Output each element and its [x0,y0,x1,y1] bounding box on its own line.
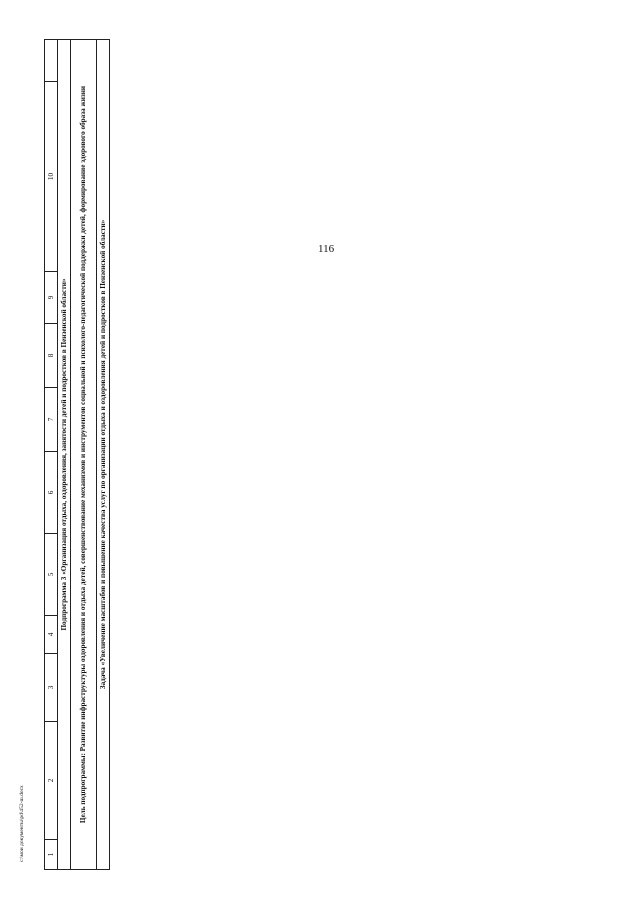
column-number-cell: 10 [45,82,58,272]
column-number-cell: 9 [45,272,58,324]
footer-file-path [19,785,29,872]
column-number-cell: 7 [45,388,58,452]
column-number-cell: 3 [45,654,58,722]
page-number: 116 [318,243,335,255]
column-number-cell [45,40,58,82]
column-number-cell: 1 [45,840,58,870]
task-title: Задача «Увеличение масштабов и повышение качества услуг по организации отдыха и оздоровления детей и подростков в Пензенской области» [97,40,110,870]
subprogram-title-row [58,40,71,870]
subprogram-goal-row [71,40,97,870]
column-numbers-row [45,40,58,870]
activities-table [44,39,110,870]
task-title-row [97,40,110,870]
column-number-cell: 4 [45,616,58,654]
activities-table-rotated [44,40,609,870]
column-number-cell: 6 [45,452,58,534]
subprogram-goal: Цель подпрограммы: Развитие инфраструктуры оздоровления и отдыха детей, совершенствование механизмов и инструментов социальной и психолого-педагогической поддержки детей, формирование здорового образа жизни [71,40,97,870]
footer-file-path-text: c:\мои документы\pd\452-ш.docx [19,785,25,862]
column-number-cell: 2 [45,722,58,840]
subprogram-title: Подпрограмма 3 «Организация отдыха, оздоровления, занятости детей и подростков в Пензенской области» [58,40,71,870]
column-number-cell: 5 [45,534,58,616]
column-number-cell: 8 [45,324,58,388]
